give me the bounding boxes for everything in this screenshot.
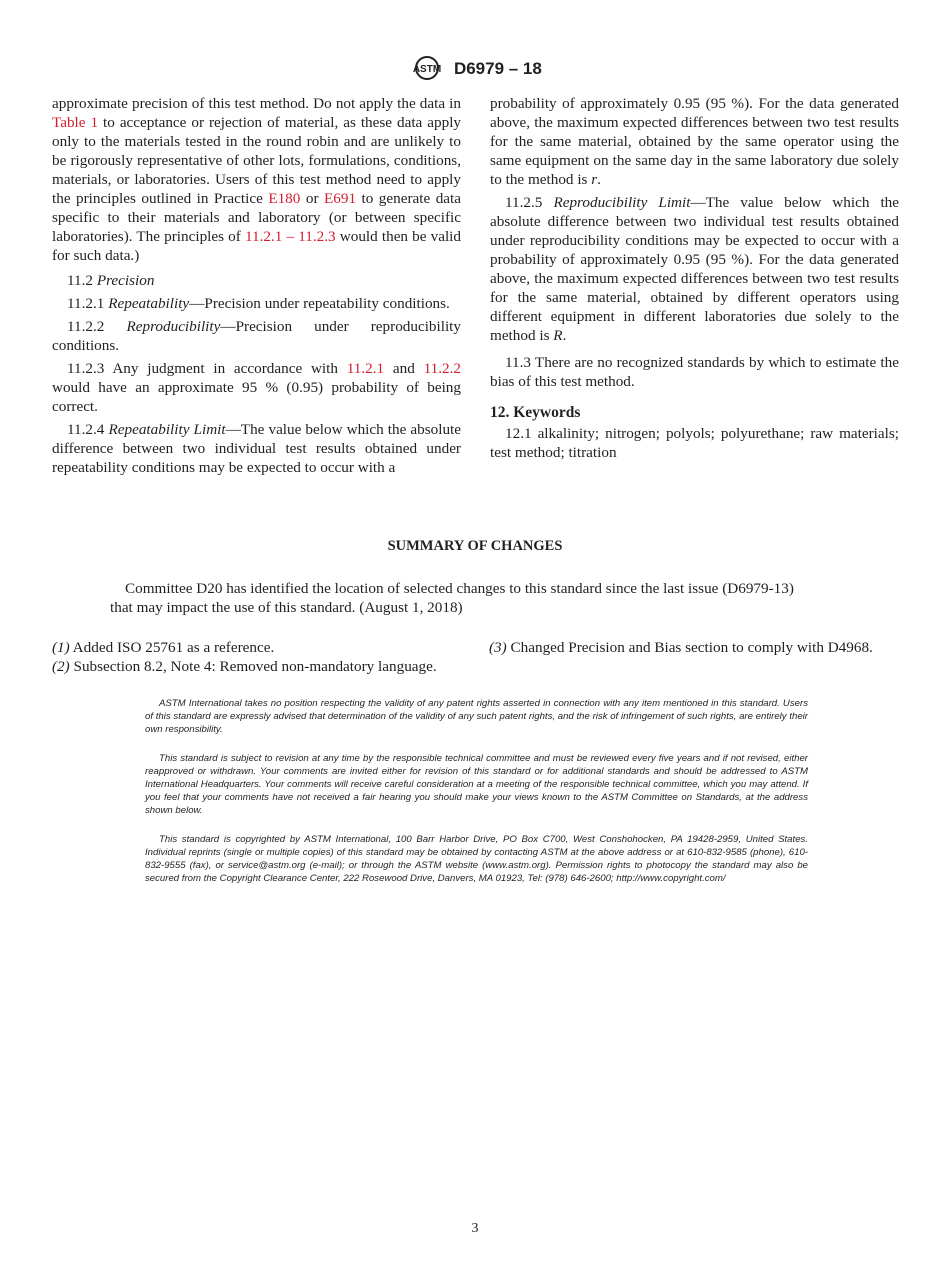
- heading-keywords: 12. Keywords: [490, 404, 581, 421]
- section-11-2-3: 11.2.3 Any judgment in accordance with 11.2.1 and 11.2.2 would have an approximate 95 % (0.95) probability of being correct.: [52, 360, 461, 415]
- astm-logo-icon: [408, 55, 446, 81]
- svg-text:ASTM: ASTM: [412, 64, 442, 75]
- link-11-2-1-11-2-3[interactable]: 11.2.1 – 11.2.3: [244, 228, 336, 245]
- page-number: 3: [471, 1221, 479, 1236]
- change-item: (2) Subsection 8.2, Note 4: Removed non-mandatory language.: [52, 658, 437, 675]
- summary-line-1: Committee D20 has identified the location of selected changes to this standard since the last issue (D6979-13): [125, 580, 794, 597]
- section-11-2: 11.2 Precision: [67, 272, 155, 289]
- link-e691[interactable]: E691: [323, 190, 357, 207]
- section-11-2-2: 11.2.2 Reproducibility—Precision under reproducibility conditions.: [52, 318, 461, 354]
- link-11-2-2[interactable]: 11.2.2: [423, 360, 461, 377]
- paragraph-11-2-4-cont: probability of approximately 0.95 (95 %). For the data generated above, the maximum expected differences between two test results for the same material, obtained by the same operator using the same equipment on the same day in the same laboratory due solely to the method is r.: [490, 95, 899, 188]
- paragraph-11-1-note: approximate precision of this test method. Do not apply the data in Table 1 to acceptance or rejection of material, as these data apply only to the materials tested in the round robin and are unlikely to be rigorously representative of other lots, formulations, conditions, materials, or laboratories. Users of this test method need to apply the principles outlined in Practice E180 or E691 to generate data specific to their materials and laboratory (or between specific laboratories). The principles of 11.2.1 – 11.2.3 would then be valid for such data.): [52, 95, 462, 264]
- section-11-2-4: 11.2.4 Repeatability Limit—The value below which the absolute difference between two individual test results obtained under repeatability conditions may be expected to occur with a: [52, 421, 462, 476]
- link-e180[interactable]: E180: [268, 190, 301, 207]
- section-11-3: 11.3 There are no recognized standards by which to estimate the bias of this test method.: [490, 354, 899, 390]
- legal-footer: [145, 697, 808, 901]
- section-11-2-1: 11.2.1 Repeatability—Precision under repeatability conditions.: [67, 295, 450, 312]
- summary-line-2: that may impact the use of this standard. (August 1, 2018): [110, 599, 463, 616]
- link-table-1[interactable]: Table 1: [52, 114, 99, 131]
- change-item: (3) Changed Precision and Bias section to comply with D4968.: [489, 639, 873, 656]
- link-11-2-1[interactable]: 11.2.1: [346, 360, 385, 377]
- right-column: [490, 94, 899, 466]
- summary-title: SUMMARY OF CHANGES: [387, 538, 563, 554]
- section-12-1: 12.1 alkalinity; nitrogen; polyols; polyurethane; raw materials; test method; titration: [490, 425, 899, 461]
- change-item: (1) Added ISO 25761 as a reference.: [52, 639, 275, 656]
- copyright-notice: This standard is copyrighted by ASTM International, 100 Barr Harbor Drive, PO Box C700, West Conshohocken, PA 19428-2959, United States. Individual reprints (single or multiple copies) of this standard may be obtained by contacting ASTM at the above address or at 610-832-9585 (phone), 610-832-9555 (fax), or service@astm.org (e-mail); or through the ASTM website (www.astm.org). Permission rights to photocopy the standard may also be secured from the Copyright Clearance Center, 222 Rosewood Drive, Danvers, MA 01923, Tel: (978) 646-2600; http://www.copyright.com/: [145, 834, 808, 884]
- revision-notice: This standard is subject to revision at any time by the responsible technical committee and must be reviewed every five years and if not revised, either reapproved or withdrawn. Your comments are invited either for revision of this standard or for additional standards and should be addressed to ASTM International Headquarters. Your comments will receive careful consideration at a meeting of the responsible technical committee, which you may attend. If you feel that your comments have not received a fair hearing you should make your views known to the ASTM Committee on Standards, at the address shown below.: [145, 753, 808, 816]
- page-header: [0, 55, 950, 81]
- summary-text: [110, 579, 850, 617]
- left-column: [52, 94, 461, 481]
- designation: D6979 – 18: [453, 58, 542, 78]
- patent-notice: ASTM International takes no position respecting the validity of any patent rights asserted in connection with any item mentioned in this standard. Users of this standard are expressly advised that determination of the validity of any such patent rights, and the risk of infringement of such rights, are entirely their own responsibility.: [145, 698, 808, 735]
- section-11-2-5: 11.2.5 Reproducibility Limit—The value below which the absolute difference between two individual test results obtained under reproducibility conditions may be expected to occur with a probability of approximately 0.95 (95 %). For the data generated above, the maximum expected differences between two test results for the same material, obtained by different operators using different equipment in different laboratories due solely to the method is R.: [490, 194, 900, 344]
